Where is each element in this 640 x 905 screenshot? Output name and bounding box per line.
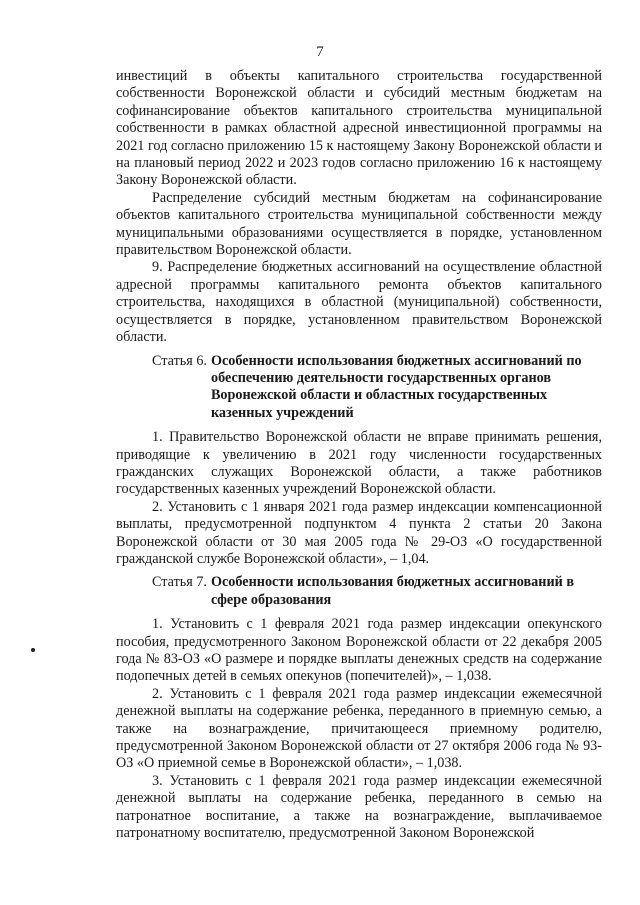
article-7-item-2: 2. Установить с 1 февраля 2021 года размер индексации ежемесячной денежной выплаты на содержание ребенка, переданного в приемную семью, а также на вознаграждение, причитающееся приемному родителю, предусмотренной Законом Воронежской области от 27 октября 2006 года № 93-ОЗ «О приемной семье в Воронежской области», – 1,038.	[116, 685, 602, 772]
article-6-item-2: 2. Установить с 1 января 2021 года размер индексации компенсационной выплаты, предусмотренной подпунктом 4 пункта 2 статьи 20 Закона Воронежской области от 30 мая 2005 года № 29-ОЗ «О государственной гражданской службе Воронежской области», – 1,04.	[116, 498, 602, 567]
article-7-title: Особенности использования бюджетных ассигнований в сфере образования	[210, 574, 574, 608]
margin-dot	[31, 648, 35, 652]
article-6-item-1: 1. Правительство Воронежской области не вправе принимать решения, приводящие к увеличению в 2021 году численности государственных гражданских служащих Воронежской области, а также работников государственных казенных учреждений Воронежской области.	[116, 429, 602, 498]
paragraph-subsidies: Распределение субсидий местным бюджетам на софинансирование объектов капитального строительства муниципальной собственности между муниципальными образованиями осуществляется в порядке, установленном правительством Воронежской области.	[116, 189, 602, 259]
page-number: 7	[316, 44, 324, 60]
paragraph-continuation: инвестиций в объекты капитального строительства государственной собственности Воронежской области и субсидий местным бюджетам на софинансирование объектов капитального строительства муниципальной собственности в рамках областной адресной инвестиционной программы на 2021 год согласно приложению 15 к настоящему Закону Воронежской области и на плановый период 2022 и 2023 годов согласно приложению 16 к настоящему Закону Воронежской области.	[116, 68, 602, 189]
article-6-label: Статья 6.	[152, 352, 207, 369]
article-6-title: Особенности использования бюджетных ассигнований по обеспечению деятельности государственных органов Воронежской области и областных государственных казенных учреждений	[210, 352, 582, 421]
document-body	[116, 68, 602, 842]
paragraph-item-9: 9. Распределение бюджетных ассигнований на осуществление областной адресной программы капитального ремонта объектов капитального строительства, находящихся в областной (муниципальной) собственности, осуществляется в порядке, установленном правительством Воронежской области.	[116, 259, 602, 346]
article-7-heading	[116, 574, 602, 609]
article-7-label: Статья 7.	[152, 574, 207, 591]
article-6-heading	[116, 353, 602, 423]
article-7-item-1: 1. Установить с 1 февраля 2021 года размер индексации опекунского пособия, предусмотренного Законом Воронежской области от 22 декабря 2005 года № 83-ОЗ «О размере и порядке выплаты денежных средств на содержание подопечных детей в семьях опекунов (попечителей)», – 1,038.	[116, 616, 602, 685]
article-7-item-3: 3. Установить с 1 февраля 2021 года размер индексации ежемесячной денежной выплаты на содержание ребенка, переданного в семью на патронатное воспитание, а также на вознаграждение, выплачиваемое патронатному воспитателю, предусмотренной Законом Воронежской	[116, 772, 602, 842]
